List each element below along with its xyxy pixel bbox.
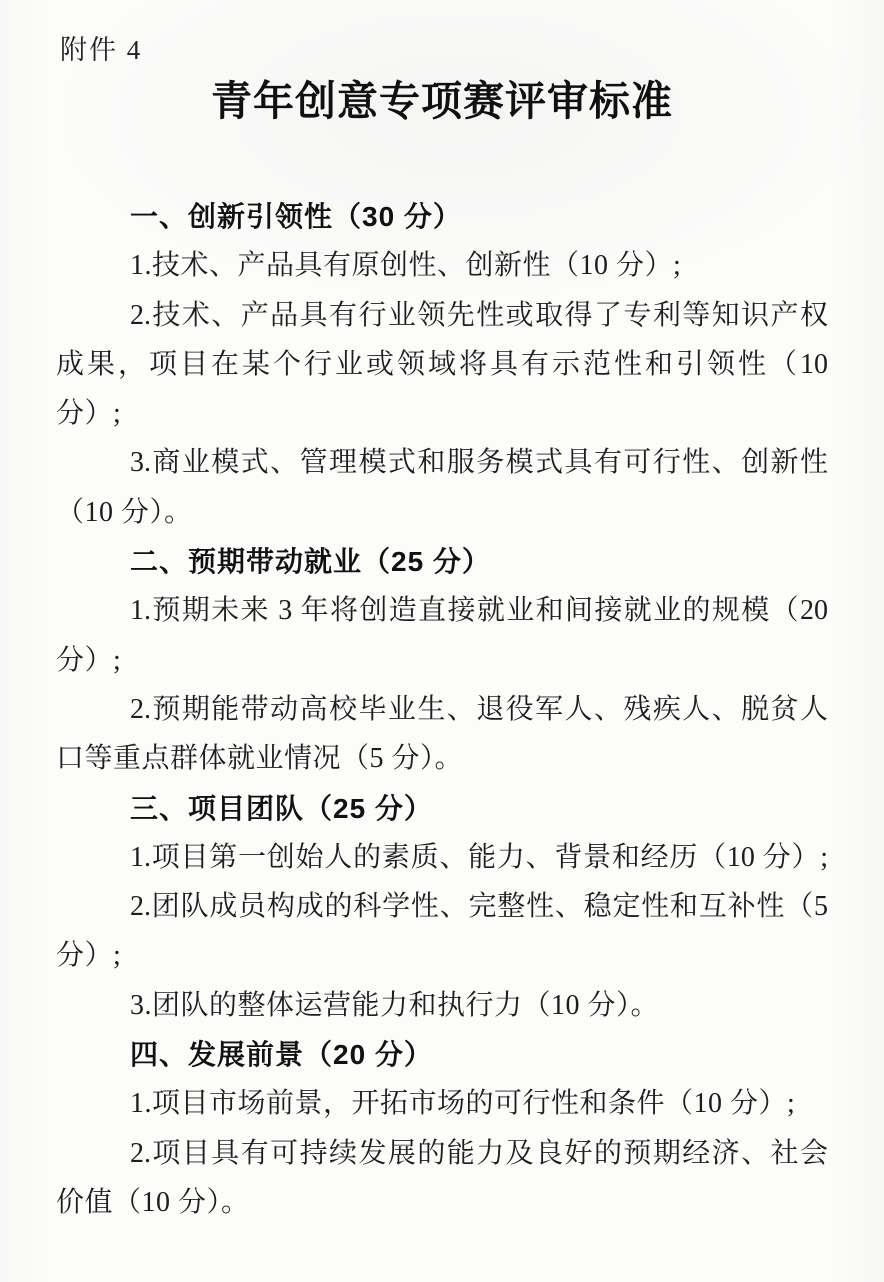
criteria-line: 分）; bbox=[56, 940, 122, 972]
criteria-line: 2.技术、产品具有行业领先性或取得了专利等知识产权 bbox=[130, 299, 828, 331]
attachment-label: 附件 4 bbox=[60, 35, 143, 65]
criteria-line: 分）; bbox=[56, 398, 122, 430]
criteria-line: 2.团队成员构成的科学性、完整性、稳定性和互补性（5 bbox=[130, 891, 828, 923]
document-body bbox=[56, 192, 828, 1227]
section-heading: 三、项目团队（25 分） bbox=[130, 792, 433, 824]
criteria-line: 1.项目第一创始人的素质、能力、背景和经历（10 分）; bbox=[130, 841, 828, 873]
criteria-line: 成果，项目在某个行业或领域将具有示范性和引领性（10 bbox=[56, 348, 828, 380]
criteria-line: 分）; bbox=[56, 644, 122, 676]
section-heading: 一、创新引领性（30 分） bbox=[130, 201, 462, 232]
criteria-line: 2.项目具有可持续发展的能力及良好的预期经济、社会 bbox=[130, 1137, 828, 1169]
section-prospects bbox=[56, 1030, 828, 1227]
document-title: 青年创意专项赛评审标准 bbox=[211, 78, 673, 124]
section-team bbox=[56, 784, 828, 1030]
section-employment bbox=[56, 537, 828, 783]
criteria-line: 口等重点群体就业情况（5 分）。 bbox=[56, 743, 464, 775]
criteria-line: 价值（10 分）。 bbox=[56, 1186, 250, 1218]
criteria-line: 1.预期未来 3 年将创造直接就业和间接就业的规模（20 bbox=[130, 595, 828, 627]
criteria-line: 2.预期能带动高校毕业生、退役军人、残疾人、脱贫人 bbox=[130, 693, 828, 725]
section-heading: 二、预期带动就业（25 分） bbox=[130, 546, 491, 578]
section-heading: 四、发展前景（20 分） bbox=[130, 1039, 433, 1071]
criteria-line: 3.商业模式、管理模式和服务模式具有可行性、创新性 bbox=[130, 447, 828, 479]
criteria-line: （10 分）。 bbox=[56, 496, 193, 528]
section-innovation bbox=[56, 192, 828, 537]
criteria-line: 3.团队的整体运营能力和执行力（10 分）。 bbox=[130, 989, 660, 1021]
criteria-line: 1.项目市场前景，开拓市场的可行性和条件（10 分）; bbox=[130, 1088, 796, 1120]
criteria-line: 1.技术、产品具有原创性、创新性（10 分）; bbox=[130, 250, 682, 282]
